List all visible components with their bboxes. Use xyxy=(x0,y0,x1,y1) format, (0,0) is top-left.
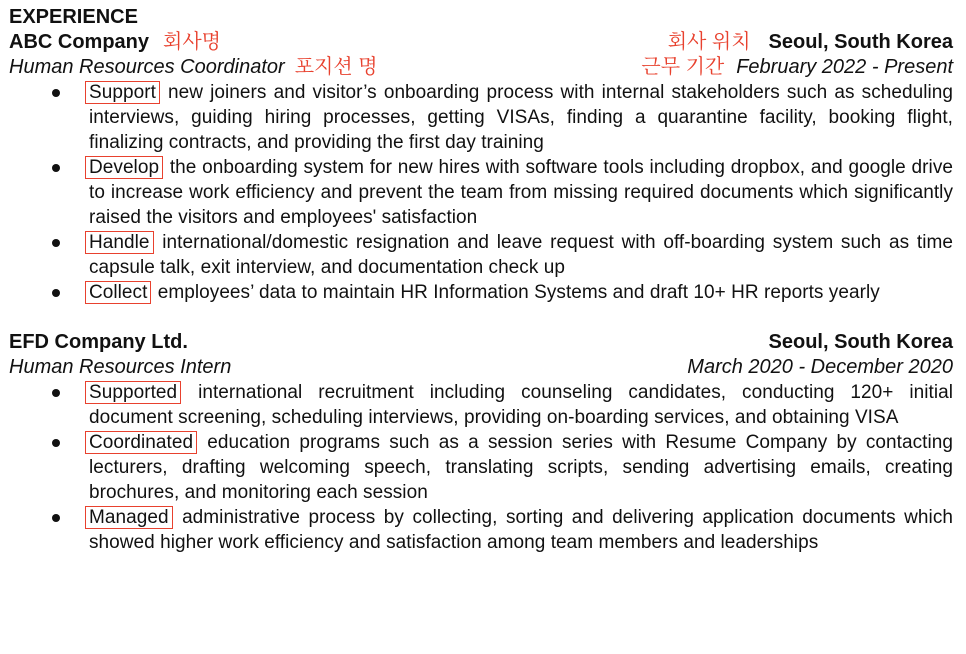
bullet-list xyxy=(9,80,953,305)
bullet-dot-icon xyxy=(52,89,60,97)
company-name: ABC Company xyxy=(9,31,150,53)
job-subheader-row xyxy=(9,55,953,80)
job-header-row xyxy=(9,30,953,55)
location-annotation: 회사 위치 xyxy=(667,31,751,53)
action-verb-highlight: Coordinated xyxy=(85,431,197,454)
list-item xyxy=(9,280,953,305)
position-annotation: 포지션 명 xyxy=(294,56,378,78)
bullet-text: administrative process by collecting, sorting and delivering application documents which showed higher work efficiency and satisfaction among team members and leaderships xyxy=(89,507,953,553)
company-annotation: 회사명 xyxy=(163,31,221,53)
bullet-text: international/domestic resignation and leave request with off-boarding system such as time capsule talk, exit interview, and documentation check up xyxy=(89,232,953,278)
bullet-text: the onboarding system for new hires with software tools including dropbox, and google drive to increase work efficiency and prevent the team from missing required documents which significantly raised the visitors and employees' satisfaction xyxy=(89,157,953,228)
action-verb-highlight: Supported xyxy=(85,381,181,404)
action-verb-highlight: Collect xyxy=(85,281,151,304)
section-title: EXPERIENCE xyxy=(9,6,138,28)
job-entry-efd xyxy=(9,330,953,555)
company-location: Seoul, South Korea xyxy=(768,331,953,353)
action-verb-highlight: Handle xyxy=(85,231,154,254)
list-item xyxy=(9,430,953,505)
bullet-dot-icon xyxy=(52,514,60,522)
action-verb-highlight: Support xyxy=(85,81,160,104)
bullet-dot-icon xyxy=(52,164,60,172)
bullet-text: new joiners and visitor’s onboarding process with internal stakeholders such as scheduling interviews, guiding hiring processes, getting VISAs, finding a quarantine facility, booking flight, finalizing contracts, and providing the first day training xyxy=(89,82,953,153)
job-period: March 2020 - December 2020 xyxy=(687,356,953,378)
bullet-text: employees’ data to maintain HR Information Systems and draft 10+ HR reports yearly xyxy=(152,282,880,303)
job-period: February 2022 - Present xyxy=(736,56,953,78)
list-item xyxy=(9,230,953,280)
job-entry-abc xyxy=(9,30,953,305)
list-item xyxy=(9,380,953,430)
bullet-dot-icon xyxy=(52,239,60,247)
list-item xyxy=(9,505,953,555)
bullet-dot-icon xyxy=(52,439,60,447)
job-position: Human Resources Coordinator xyxy=(9,56,285,78)
list-item xyxy=(9,80,953,155)
action-verb-highlight: Develop xyxy=(85,156,163,179)
resume-experience-section xyxy=(9,5,953,555)
bullet-list xyxy=(9,380,953,555)
bullet-dot-icon xyxy=(52,389,60,397)
bullet-dot-icon xyxy=(52,289,60,297)
company-name: EFD Company Ltd. xyxy=(9,331,188,353)
period-annotation: 근무 기간 xyxy=(641,56,725,78)
job-subheader-row xyxy=(9,355,953,380)
section-spacer xyxy=(9,305,953,330)
bullet-text: education programs such as a session series with Resume Company by contacting lecturers, drafting welcoming speech, translating scripts, sending advertising emails, creating brochures, and monitoring each session xyxy=(89,432,953,503)
company-location: Seoul, South Korea xyxy=(768,31,953,53)
bullet-text: international recruitment including counseling candidates, conducting 120+ initial document screening, scheduling interviews, providing on-boarding services, and obtaining VISA xyxy=(89,382,953,428)
job-position: Human Resources Intern xyxy=(9,356,232,378)
job-header-row xyxy=(9,330,953,355)
list-item xyxy=(9,155,953,230)
action-verb-highlight: Managed xyxy=(85,506,173,529)
